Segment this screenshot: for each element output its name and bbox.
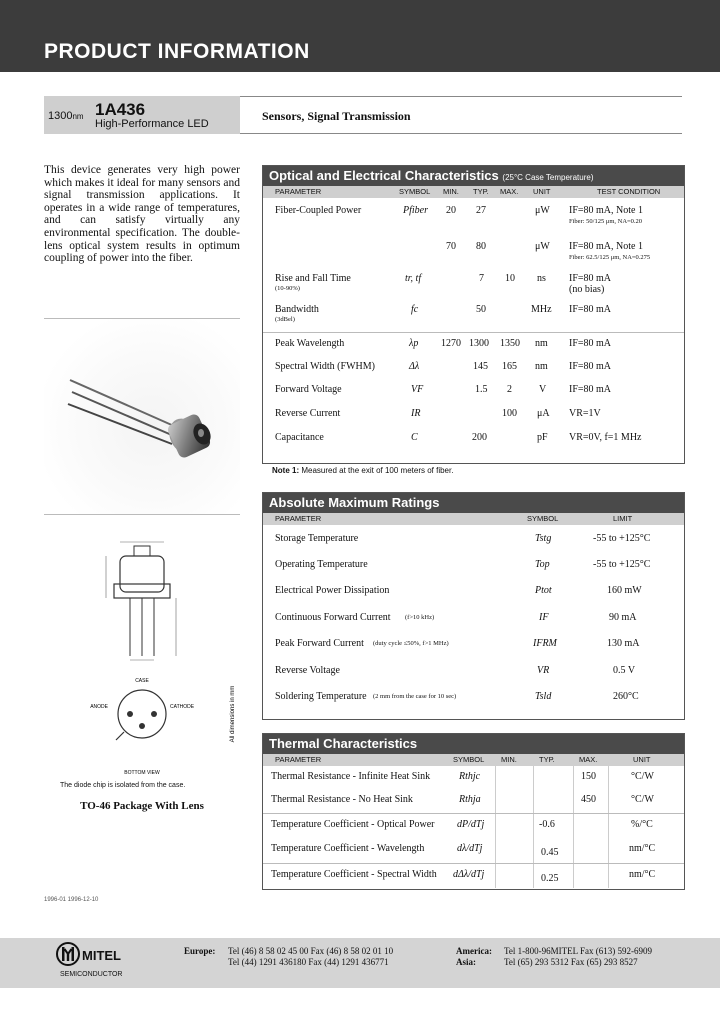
package-drawing [44,514,240,804]
table-row: Forward Voltage VF 1.5 2 V IF=80 mA [275,384,612,395]
optical-section [262,165,685,464]
wavelength-label: 1300nm [48,110,84,122]
product-subtitle: High-Performance LED [95,118,209,130]
optical-section-title: Optical and Electrical Characteristics (25°C Case Temperature) [263,166,684,186]
title-rule-bottom [240,133,682,134]
footer-bar [0,938,720,988]
title-rule-top [240,96,682,97]
table-row: Thermal Resistance - No Heat Sink Rthja 450 °C/W [271,794,654,805]
table-row: Soldering Temperature (2 mm from the case for 10 sec) Tsld 260°C [275,691,639,702]
cathode-label: CATHODE [170,704,195,710]
thermal-section-title: Thermal Characteristics [263,734,684,754]
america-label: America: [456,946,492,956]
package-caption: TO-46 Package With Lens [80,800,204,812]
company-division: SEMICONDUCTOR [60,971,123,978]
asia-label: Asia: [456,957,476,967]
table-row: Capacitance C 200 pF VR=0V, f=1 MHz [275,432,642,443]
table-row: Continuous Forward Current (f>10 kHz) IF 90 mA [275,612,637,623]
company-name: MITEL [82,948,121,963]
chip-note: The diode chip is isolated from the case. [60,782,186,789]
absmax-section-title: Absolute Maximum Ratings [263,493,684,513]
page-title: PRODUCT INFORMATION [44,40,310,63]
table-row: Temperature Coefficient - Wavelength dλ/dTj 0.45 nm/°C [271,843,656,858]
table-row: Electrical Power Dissipation Ptot 160 mW [275,585,642,596]
footnote: Note 1: Measured at the exit of 100 meters of fiber. [272,466,454,475]
europe-contact-2: Tel (44) 1291 436180 Fax (44) 1291 436771 [228,957,389,967]
table-row: Storage Temperature Tstg -55 to +125°C [275,533,651,544]
product-photo [44,318,240,514]
intro-paragraph: This device generates very high power which makes it ideal for many sensors and signal transmission applications. It operates in a wide range of temperatures, and can satisfy virtually any environmental specification. The double-lens optical system results in optimum coupling of power into the fiber. [44,164,240,265]
europe-label: Europe: [184,946,216,956]
mitel-logo-icon [56,942,80,966]
optical-column-headers: PARAMETER SYMBOL MIN. TYP. MAX. UNIT TEST CONDITION [263,186,684,198]
header-bar [0,0,720,72]
table-row: Operating Temperature Top -55 to +125°C [275,559,651,570]
product-category: Sensors, Signal Transmission [262,109,411,123]
product-title-box [44,96,240,134]
thermal-column-headers: PARAMETER SYMBOL MIN. TYP. MAX. UNIT [263,754,684,766]
table-row: Fiber-Coupled Power Pfiber 20 27 μW IF=80 mA, Note 1 Fiber: 50/125 μm, NA=0.20 [275,205,643,225]
table-row: Rise and Fall Time (10-90%) tr, tf 7 10 ns IF=80 mA (no bias) [275,273,612,295]
table-row: Peak Wavelength λp 1270 1300 1350 nm IF=80 mA [263,332,684,357]
america-contact: Tel 1-800-96MITEL Fax (613) 592-6909 [504,946,653,956]
table-row: Temperature Coefficient - Optical Power dP/dTj -0.6 %/°C [263,813,684,838]
anode-label: ANODE [90,704,108,710]
absmax-column-headers: PARAMETER SYMBOL LIMIT [263,513,684,525]
table-row: Bandwidth (3dBel) fc 50 MHz IF=80 mA [275,304,612,323]
table-row: Thermal Resistance - Infinite Heat Sink Rthjc 150 °C/W [271,771,654,782]
case-label: CASE [135,678,149,684]
table-row: Temperature Coefficient - Spectral Width dΔλ/dTj 0.25 nm/°C [263,863,684,889]
dimensions-note: All dimensions in mm [230,685,236,743]
europe-contact-1: Tel (46) 8 58 02 45 00 Fax (46) 8 58 02 01 10 [228,946,394,956]
part-number: 1A436 [95,100,146,119]
table-row: Reverse Current IR 100 μA VR=1V [275,408,601,419]
document-number: 1996-01 1996-12-10 [44,897,99,903]
table-row: Reverse Voltage VR 0.5 V [275,665,636,676]
bottom-view-label: BOTTOM VIEW [124,770,160,776]
asia-contact: Tel (65) 293 5312 Fax (65) 293 8527 [504,957,638,967]
thermal-section [262,733,685,890]
table-row: Peak Forward Current (duty cycle ≤50%, f>1 MHz) IFRM 130 mA [275,638,640,649]
absmax-section [262,492,685,720]
table-row: Spectral Width (FWHM) Δλ 145 165 nm IF=80 mA [275,361,612,372]
table-row: 70 80 μW IF=80 mA, Note 1 Fiber: 62.5/125 μm, NA=0.275 [446,241,651,261]
